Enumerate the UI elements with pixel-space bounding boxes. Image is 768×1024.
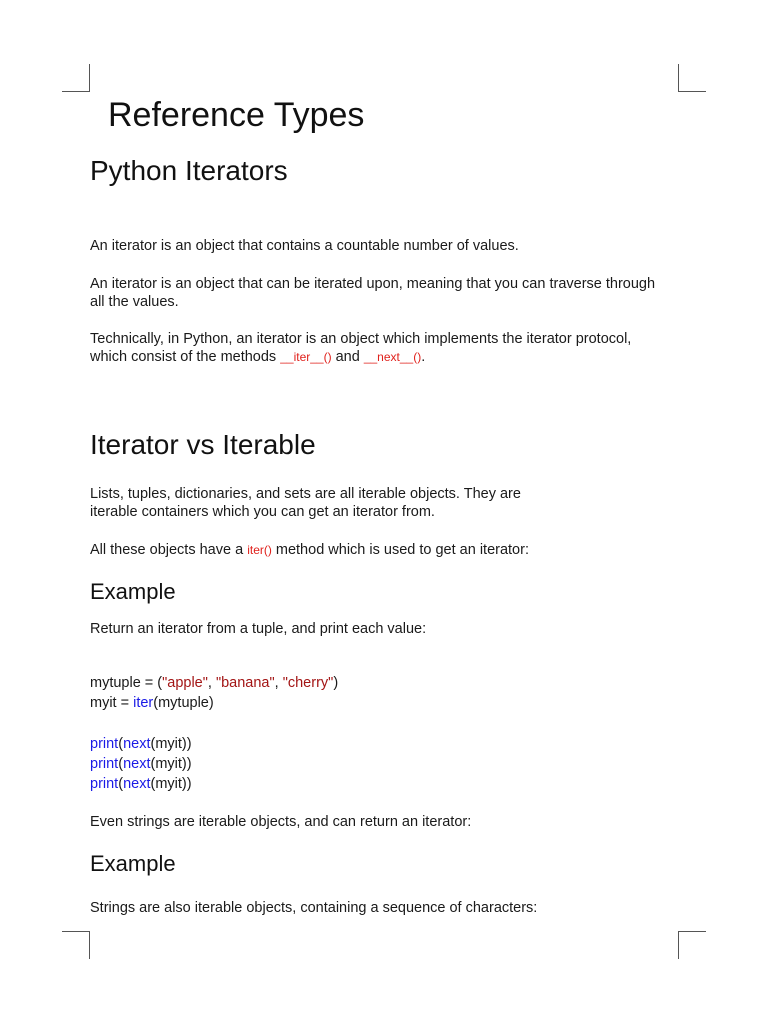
crop-mark-bottom-right-v [678,931,679,959]
code-paren: ( [118,756,124,772]
builtin-next: next [123,736,151,752]
builtin-next: next [123,776,151,792]
code-text: myit = [90,695,134,711]
string-banana: "banana" [215,675,275,691]
string-cherry: "cherry" [282,675,334,691]
builtin-iter: iter [133,695,154,711]
paragraph-iterated-line1: An iterator is an object that can be iterated upon, meaning that you can traverse through [90,276,656,292]
code-comma: , [274,675,283,691]
paragraph-iter-method [90,541,529,560]
example-intro-1: Return an iterator from a tuple, and print each value: [90,621,427,637]
protocol-text: which consist of the methods [90,349,281,365]
builtin-print: print [90,756,119,772]
code-line-print-3 [90,774,192,794]
crop-mark-bottom-right-h [678,931,706,932]
code-line-mytuple [90,673,338,693]
code-paren: ( [118,776,124,792]
iter-method-code: __iter__() [280,350,332,364]
section-heading-python-iterators: Python Iterators [90,155,288,186]
iter-method-text-b: method which is used to get an iterator: [271,542,529,558]
code-comma: , [207,675,216,691]
code-line-print-1 [90,734,192,754]
code-text: (myit)) [150,736,192,752]
code-text: (myit)) [150,776,192,792]
crop-mark-top-left-v [89,64,90,92]
code-paren: ( [118,736,124,752]
paragraph-iterable-line1: Lists, tuples, dictionaries, and sets are all iterable objects. They are [90,486,521,502]
crop-mark-top-left-h [62,91,90,92]
section-heading-iterator-vs-iterable: Iterator vs Iterable [90,429,316,460]
paragraph-protocol-line1: Technically, in Python, an iterator is an object which implements the iterator protocol, [90,331,632,347]
example-intro-2: Strings are also iterable objects, containing a sequence of characters: [90,900,538,916]
and-text: and [331,349,364,365]
example-heading-1: Example [90,579,176,604]
crop-mark-bottom-left-h [62,931,90,932]
paragraph-protocol-line2 [90,348,425,367]
paragraph-iterated-line2: all the values. [90,294,179,310]
crop-mark-top-right-v [678,64,679,92]
crop-mark-bottom-left-v [89,931,90,959]
paragraph-strings-iterable: Even strings are iterable objects, and can return an iterator: [90,814,472,830]
crop-mark-top-right-h [678,91,706,92]
code-text: mytuple = ( [90,675,163,691]
paragraph-iterable-line2: iterable containers which you can get an iterator from. [90,504,435,520]
example-heading-2: Example [90,851,176,876]
code-line-print-2 [90,754,192,774]
code-text: (myit)) [150,756,192,772]
builtin-print: print [90,776,119,792]
period-text: . [421,349,426,365]
code-text: (mytuple) [153,695,214,711]
builtin-print: print [90,736,119,752]
string-apple: "apple" [162,675,208,691]
code-line-myit [90,693,214,713]
paragraph-countable: An iterator is an object that contains a countable number of values. [90,238,519,254]
iter-method-text-a: All these objects have a [90,542,248,558]
builtin-next: next [123,756,151,772]
document-title: Reference Types [108,96,365,134]
next-method-code: __next__() [363,350,422,364]
code-paren: ) [333,675,339,691]
iter-code: iter() [247,543,272,557]
